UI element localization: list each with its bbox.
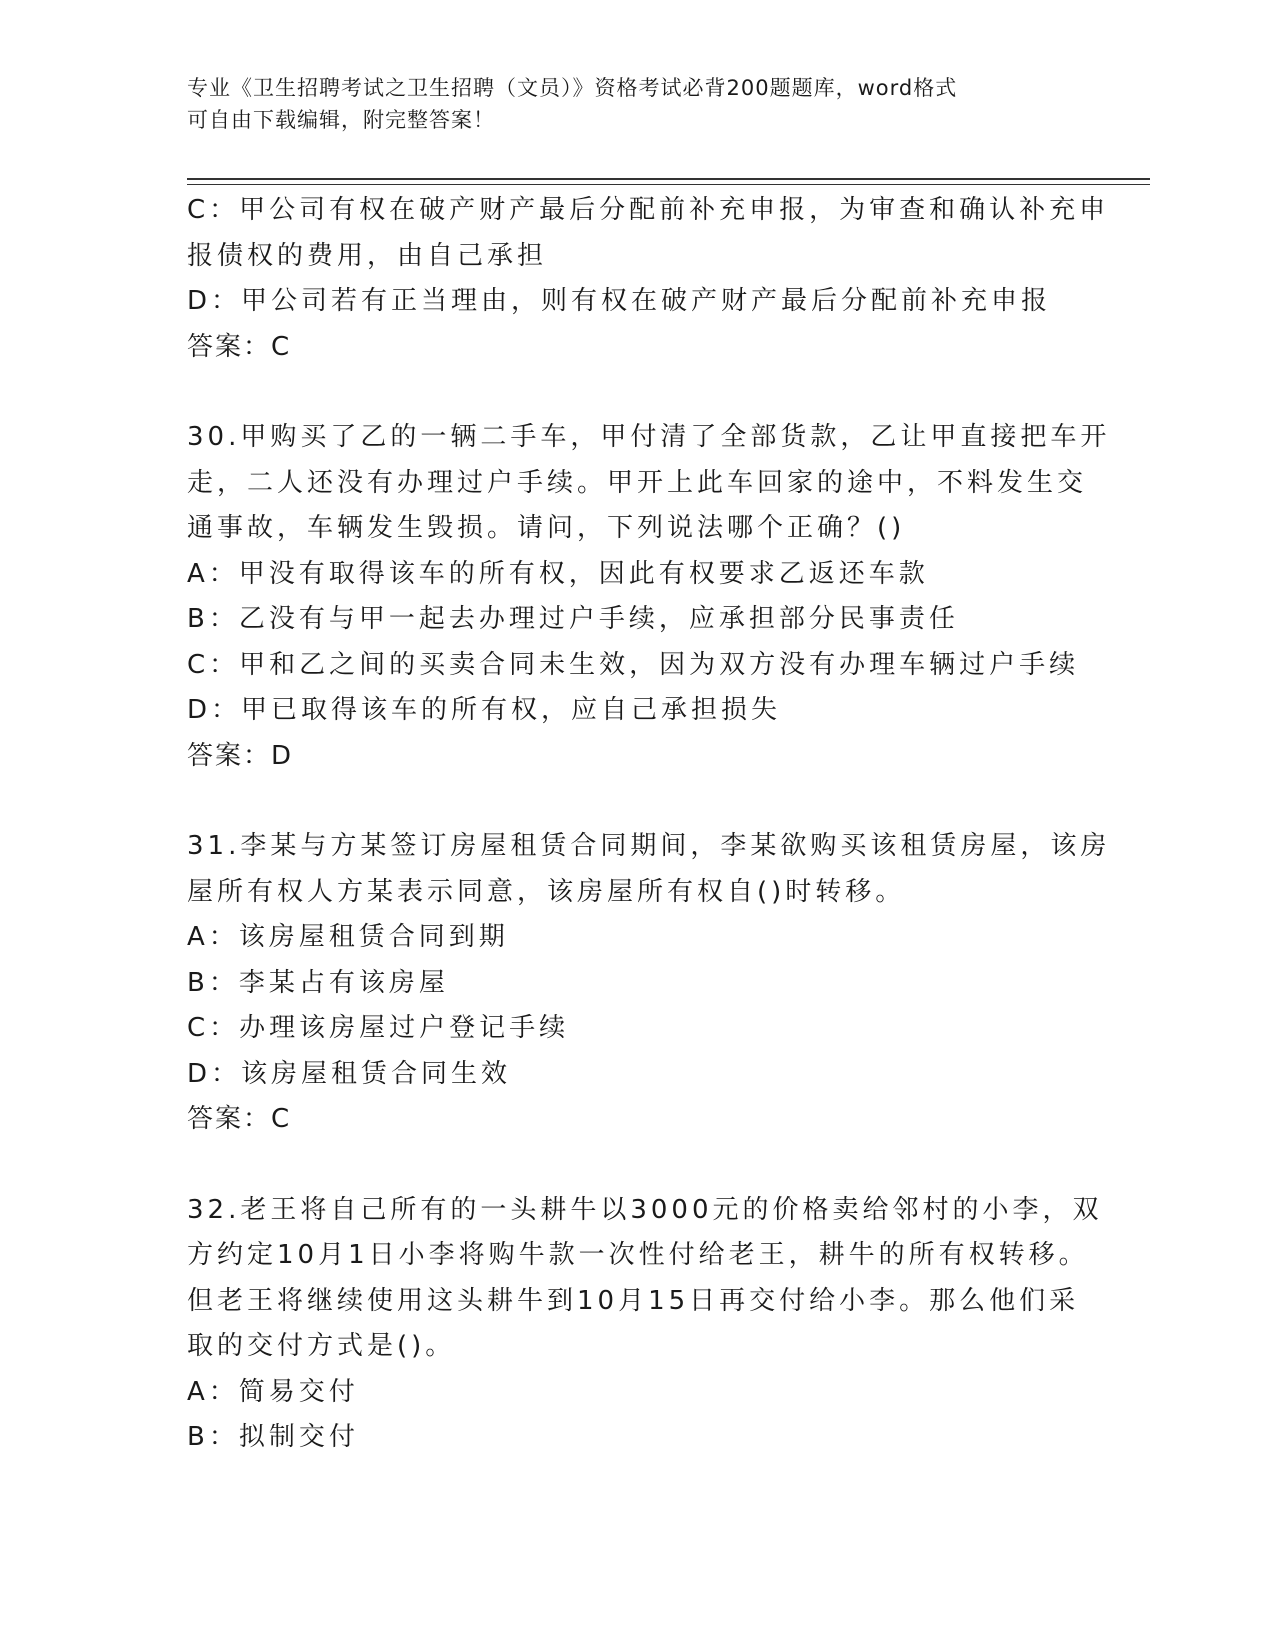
previous-question-tail — [187, 188, 1110, 370]
question-stem-line: 31.李某与方某签订房屋租赁合同期间，李某欲购买该租赁房屋，该房 — [187, 831, 1111, 861]
answer: 答案：C — [187, 331, 292, 362]
document-header — [187, 72, 1067, 136]
option-c: C：办理该房屋过户登记手续 — [187, 1013, 570, 1043]
question-stem-line: 30.甲购买了乙的一辆二手车，甲付清了全部货款，乙让甲直接把车开 — [187, 422, 1111, 452]
option-a: A：该房屋租赁合同到期 — [187, 922, 509, 952]
header-divider-thick — [187, 178, 1150, 180]
question-stem-line: 取的交付方式是()。 — [187, 1331, 456, 1361]
option-b: B：拟制交付 — [187, 1422, 359, 1452]
option-a: A：简易交付 — [187, 1376, 359, 1407]
question-stem-line: 32.老王将自己所有的一头耕牛以3000元的价格卖给邻村的小李，双 — [187, 1194, 1103, 1225]
answer: 答案：D — [187, 740, 294, 771]
option-b: B：乙没有与甲一起去办理过户手续，应承担部分民事责任 — [187, 604, 959, 634]
option-d: D：该房屋租赁合同生效 — [187, 1058, 512, 1089]
option-b: B：李某占有该房屋 — [187, 967, 449, 998]
option-c-line-2: 报债权的费用，由自己承担 — [187, 240, 548, 271]
question-stem-line: 通事故，车辆发生毁损。请问，下列说法哪个正确？() — [187, 513, 906, 543]
header-line-1: 专业《卫生招聘考试之卫生招聘（文员）》资格考试必背200题题库，word格式 — [187, 76, 958, 100]
option-d: D：甲公司若有正当理由，则有权在破产财产最后分配前补充申报 — [187, 286, 1052, 316]
option-a: A：甲没有取得该车的所有权，因此有权要求乙返还车款 — [187, 558, 929, 589]
option-c: C：甲和乙之间的买卖合同未生效，因为双方没有办理车辆过户手续 — [187, 649, 1080, 680]
option-d: D：甲已取得该车的所有权，应自己承担损失 — [187, 695, 782, 725]
question-31 — [187, 824, 1111, 1143]
answer: 答案：C — [187, 1104, 292, 1134]
question-32 — [187, 1188, 1103, 1461]
question-stem-line: 走，二人还没有办理过户手续。甲开上此车回家的途中，不料发生交 — [187, 467, 1088, 498]
header-line-2: 可自由下载编辑，附完整答案！ — [187, 108, 495, 132]
question-stem-line: 屋所有权人方某表示同意，该房屋所有权自()时转移。 — [187, 876, 906, 907]
question-stem-line: 方约定10月1日小李将购牛款一次性付给老王，耕牛的所有权转移。 — [187, 1240, 1089, 1270]
question-30 — [187, 415, 1111, 779]
option-c-line-1: C：甲公司有权在破产财产最后分配前补充申报，为审查和确认补充申 — [187, 195, 1110, 225]
question-stem-line: 但老王将继续使用这头耕牛到10月15日再交付给小李。那么他们采 — [187, 1285, 1080, 1316]
header-divider-thin — [187, 184, 1150, 185]
document-body — [187, 188, 1111, 1461]
